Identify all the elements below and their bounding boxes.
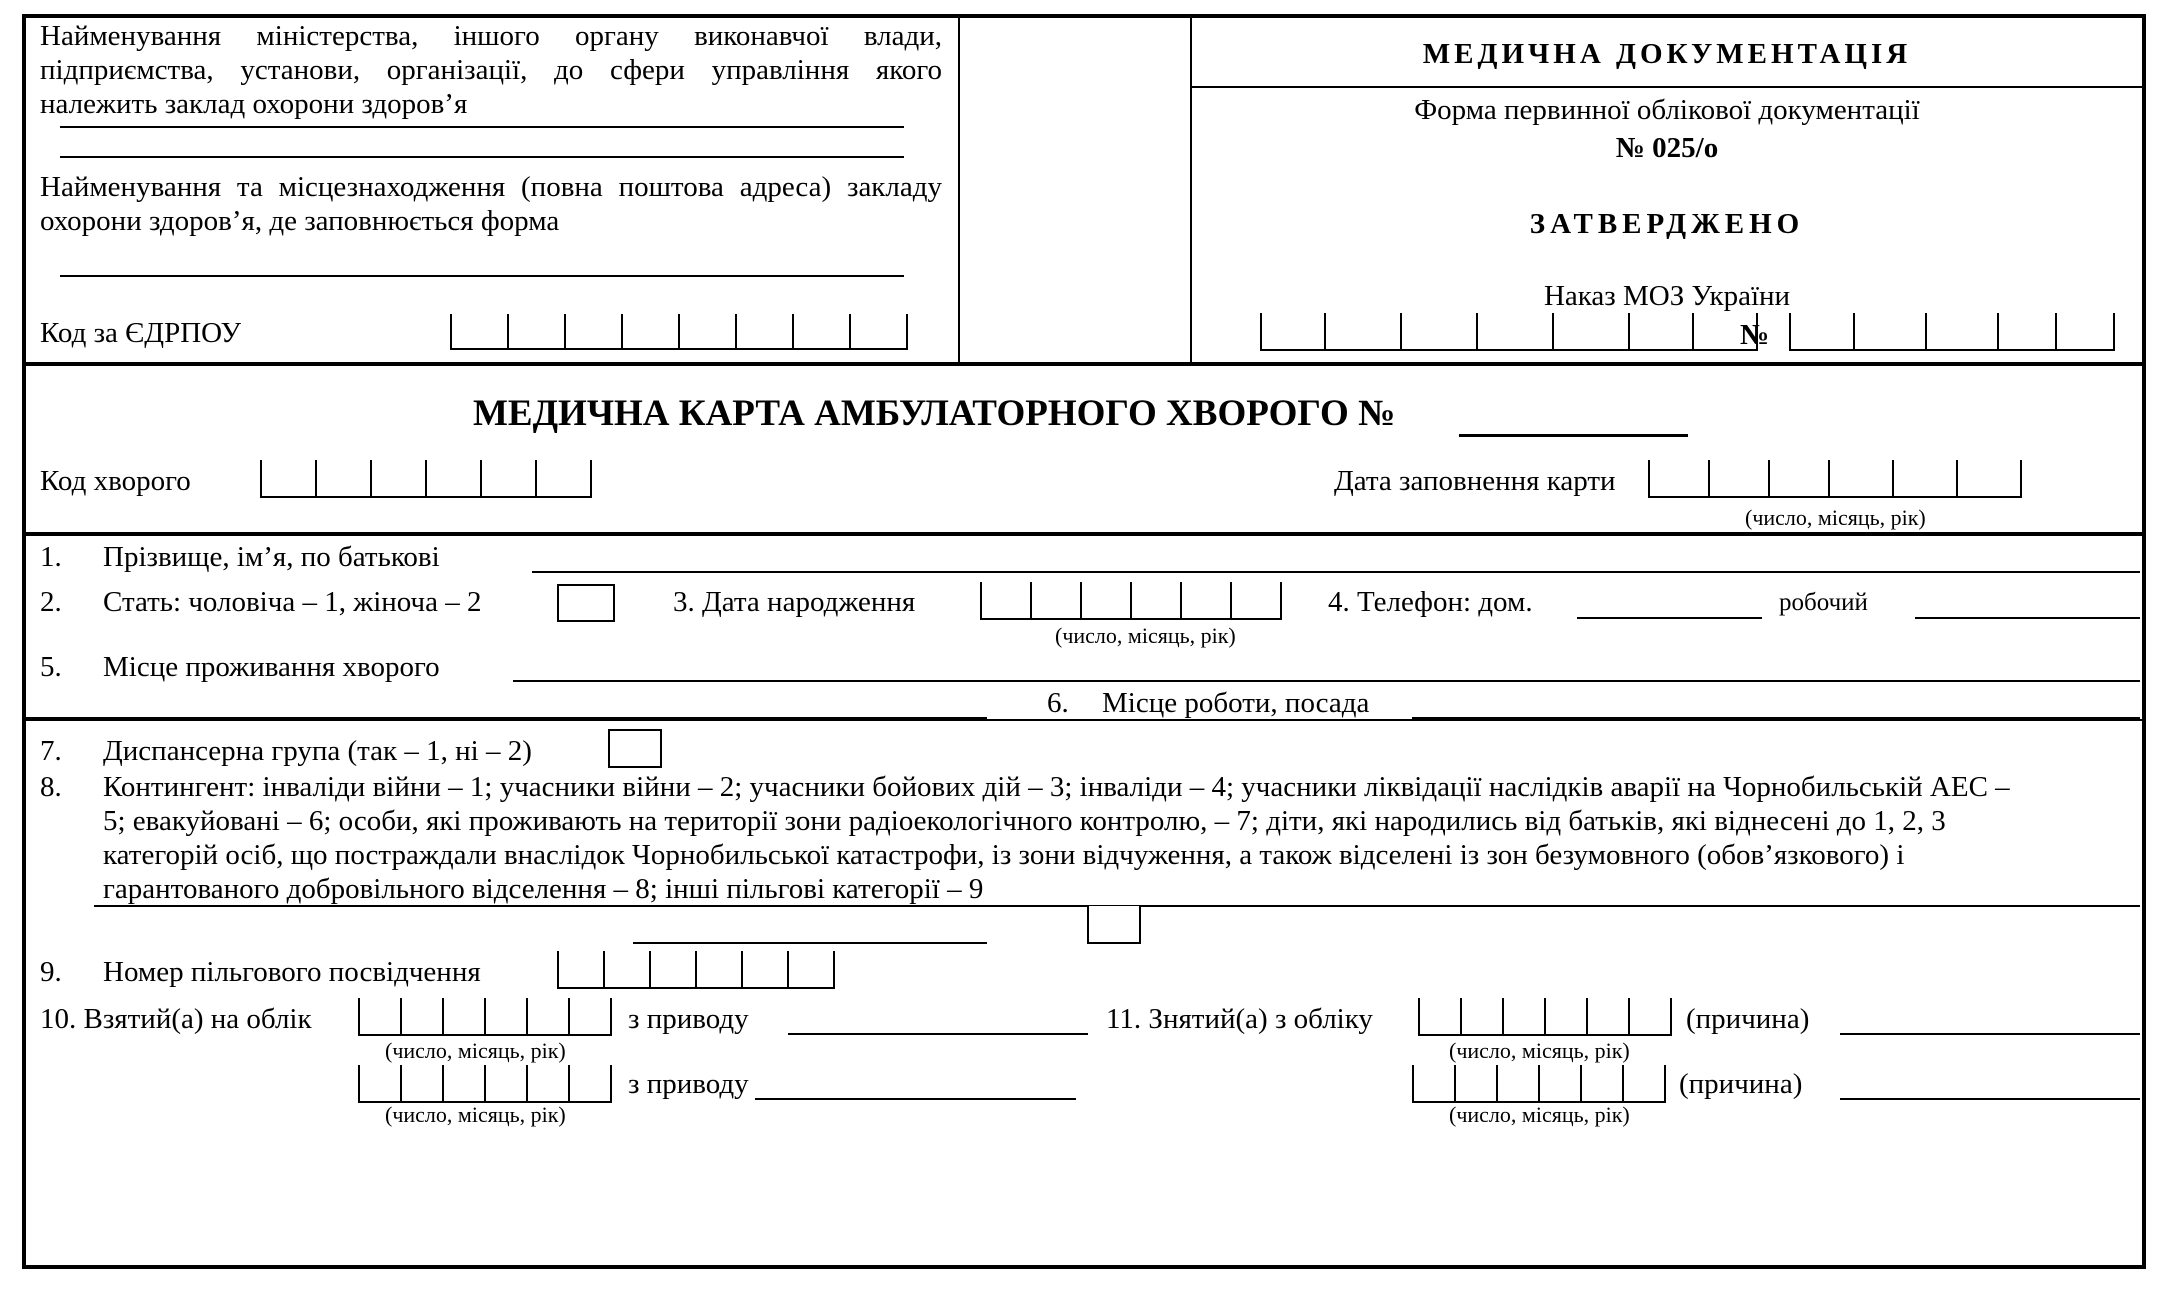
frame-bottom [22, 1265, 2146, 1269]
field-6-number: 6. [1047, 687, 1069, 719]
facility-line[interactable] [60, 275, 904, 277]
facility-label: Найменування та місцезнаходження (повна поштова адреса) закладу охорони здоров’я, де заповнюється форма [40, 171, 942, 237]
patient-code-cells[interactable] [260, 460, 592, 498]
frame-top [22, 14, 2146, 18]
contingent-box[interactable] [1087, 906, 1141, 944]
fill-date-hint: (число, місяць, рік) [1745, 505, 1926, 530]
patient-code-label: Код хворого [40, 465, 191, 497]
meddoc-underline [1190, 86, 2144, 88]
registered-date-hint-2: (число, місяць, рік) [385, 1102, 566, 1127]
registered-date-hint: (число, місяць, рік) [385, 1038, 566, 1063]
deregistered-reason-label: (причина) [1686, 1003, 1810, 1035]
ministry-line[interactable] [60, 126, 904, 128]
card-number-line[interactable] [1459, 434, 1688, 437]
full-name-label: Прізвище, ім’я, по батькові [103, 541, 440, 573]
benefit-certificate-label: Номер пільгового посвідчення [103, 956, 481, 988]
frame-right [2142, 14, 2146, 1269]
birth-date-label: 3. Дата народження [673, 586, 916, 618]
order-label: Наказ МОЗ України [1543, 280, 1791, 312]
deregistered-label: 11. Знятий(а) з обліку [1106, 1003, 1373, 1035]
deregistered-date-cells[interactable] [1418, 998, 1672, 1036]
field-5-number: 5. [40, 651, 62, 683]
form-type-label: Форма первинної облікової документації [1414, 94, 1920, 126]
registered-reason-line[interactable] [788, 1033, 1088, 1035]
registered-reason-label-2: з приводу [628, 1068, 749, 1100]
residence-line[interactable] [513, 680, 2140, 682]
card-separator [22, 532, 2146, 536]
edrpou-cells[interactable] [450, 314, 908, 350]
order-number-cells[interactable] [1789, 313, 2115, 351]
phone-home-line[interactable] [1577, 617, 1762, 619]
field-9-number: 9. [40, 956, 62, 988]
dispensary-group-box[interactable] [608, 729, 662, 768]
ministry-label: Найменування міністерства, іншого органу виконавчої влади, підприємства, установи, організації, до сфери управління якого належить заклад охорони здоров’я [40, 20, 942, 120]
deregistered-date-cells-2[interactable] [1412, 1065, 1666, 1103]
fill-date-label: Дата заповнення карти [1334, 465, 1616, 497]
phone-work-line[interactable] [1915, 617, 2140, 619]
approved-label: ЗАТВЕРДЖЕНО [1529, 208, 1805, 240]
registered-date-cells[interactable] [358, 998, 612, 1036]
birth-date-hint: (число, місяць, рік) [1055, 623, 1236, 648]
header-separator [22, 362, 2146, 366]
contingent-line-2: 5; евакуйовані – 6; особи, які проживають на території зони радіоекологічного контролю, – 7; діти, які народились від батьків, які віднесені до 1, 2, 3 [103, 805, 1946, 837]
medical-documentation-title: МЕДИЧНА ДОКУМЕНТАЦІЯ [1422, 38, 1912, 70]
deregistered-reason-label-2: (причина) [1679, 1068, 1803, 1100]
registered-reason-line-2[interactable] [755, 1098, 1076, 1100]
edrpou-label: Код за ЄДРПОУ [40, 317, 241, 349]
field-1-number: 1. [40, 541, 62, 573]
contingent-line-4: гарантованого добровільного відселення – 8; інші пільгові категорії – 9 [103, 873, 984, 905]
birth-date-cells[interactable] [980, 582, 1282, 620]
registered-label: 10. Взятий(а) на облік [40, 1003, 312, 1035]
field-8-number: 8. [40, 771, 62, 803]
sex-label: Стать: чоловіча – 1, жіноча – 2 [103, 586, 482, 618]
fill-date-cells[interactable] [1648, 460, 2022, 498]
deregistered-date-hint-2: (число, місяць, рік) [1449, 1102, 1630, 1127]
field-7-number: 7. [40, 735, 62, 767]
section-line [22, 719, 2142, 721]
field-2-number: 2. [40, 586, 62, 618]
registered-date-cells-2[interactable] [358, 1065, 612, 1103]
dispensary-group-label: Диспансерна група (так – 1, ні – 2) [103, 735, 532, 767]
header-divider-1 [958, 14, 960, 364]
frame-left [22, 14, 26, 1269]
card-title: МЕДИЧНА КАРТА АМБУЛАТОРНОГО ХВОРОГО № [473, 393, 1396, 434]
workplace-label: Місце роботи, посада [1102, 687, 1370, 719]
order-number-sign: № [1740, 319, 1770, 351]
deregistered-date-hint: (число, місяць, рік) [1449, 1038, 1630, 1063]
form-number: № 025/о [1615, 132, 1719, 164]
contingent-line[interactable] [633, 942, 987, 944]
order-date-cells[interactable] [1260, 313, 1758, 351]
deregistered-reason-line[interactable] [1840, 1033, 2140, 1035]
benefit-certificate-cells[interactable] [557, 951, 835, 989]
contingent-line-3: категорій осіб, що постраждали внаслідок Чорнобильської катастрофи, із зони відчуження, а також відселені із зон безумовного (обов’язкового) і [103, 839, 1905, 871]
residence-label: Місце проживання хворого [103, 651, 440, 683]
full-name-line[interactable] [532, 571, 2140, 573]
phone-home-label: 4. Телефон: дом. [1328, 586, 1533, 618]
ministry-line-2[interactable] [60, 156, 904, 158]
contingent-line-1: Контингент: інваліди війни – 1; учасники війни – 2; учасники бойових дій – 3; інваліди – 4; учасники ліквідації наслідків аварії на Чорнобильській АЕС – [103, 771, 2010, 803]
deregistered-reason-line-2[interactable] [1840, 1098, 2140, 1100]
sex-box[interactable] [557, 584, 615, 622]
phone-work-label: робочий [1779, 589, 1868, 616]
registered-reason-label: з приводу [628, 1003, 749, 1035]
